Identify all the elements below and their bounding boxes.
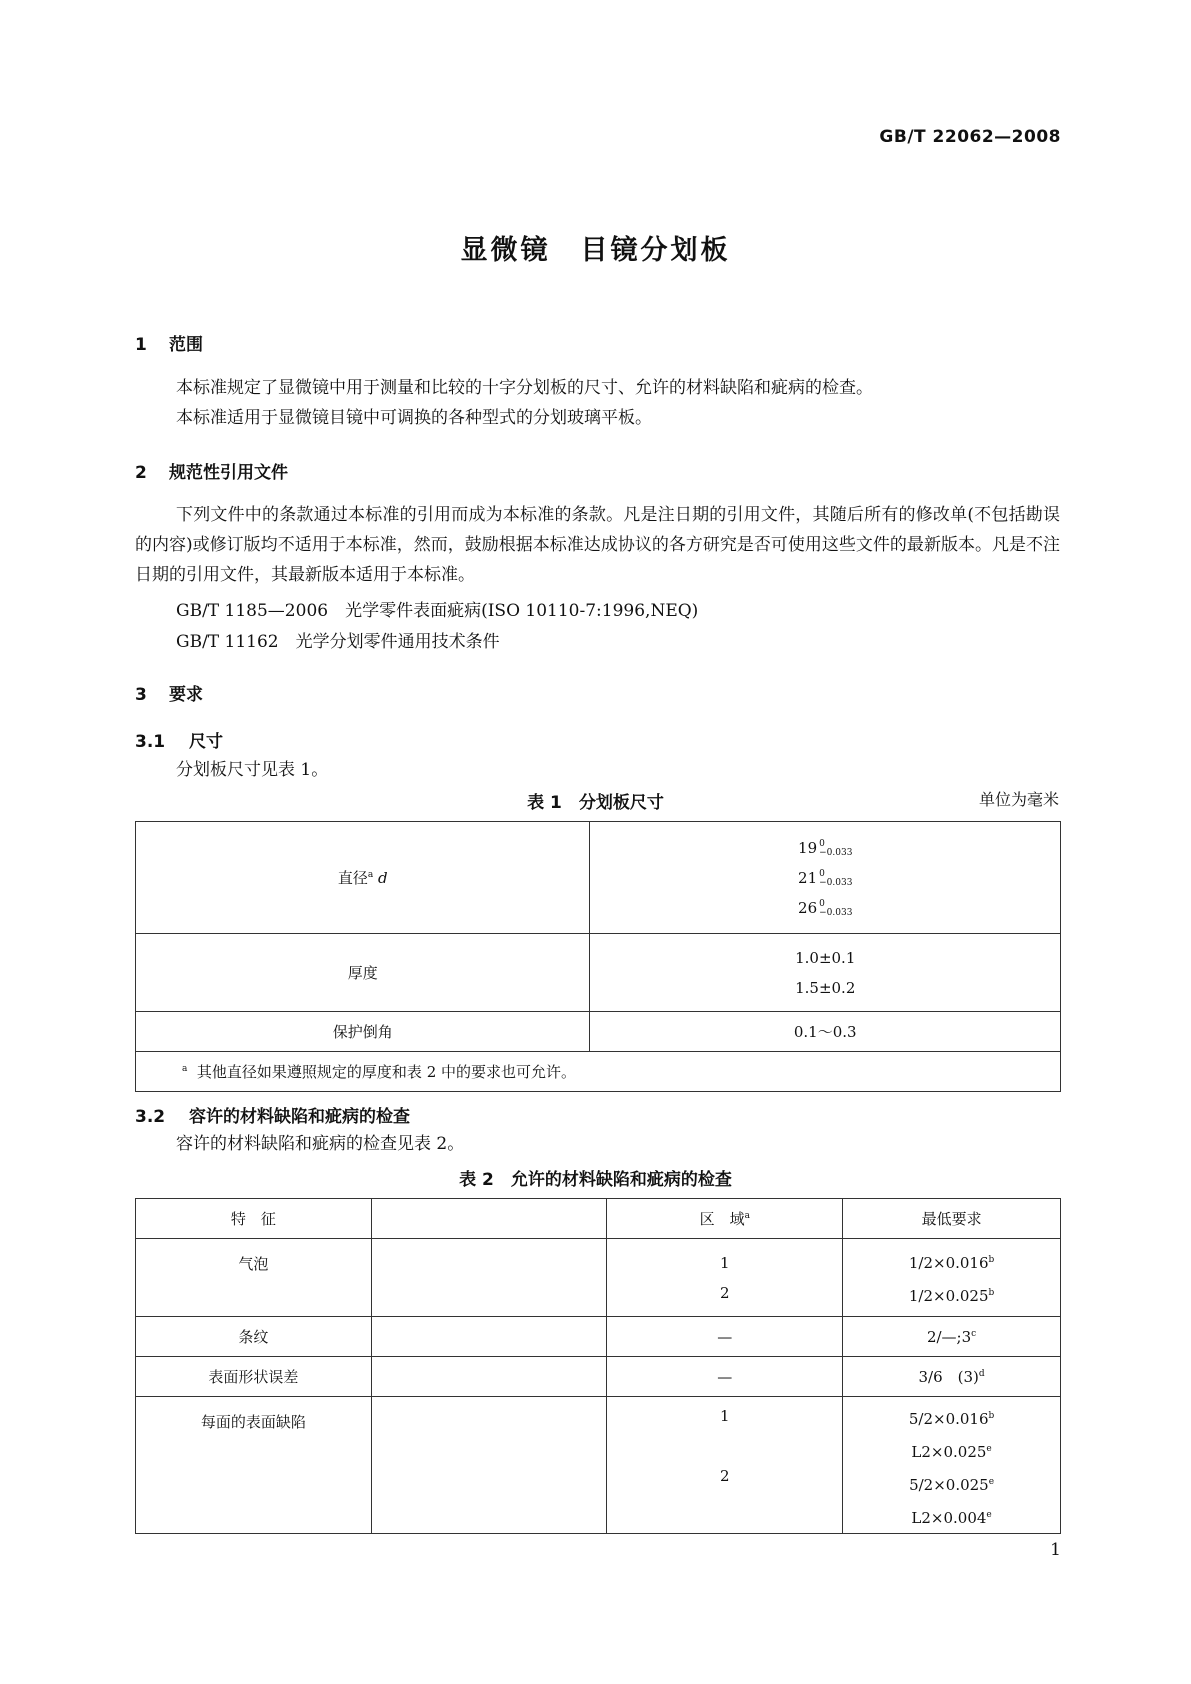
section-2-heading xyxy=(135,458,288,483)
table-row xyxy=(136,1317,1061,1357)
diameter-label: 直径 xyxy=(337,869,368,887)
table-row xyxy=(136,1397,1061,1534)
diameter-value xyxy=(590,893,1060,923)
tolerance-upper: 0 xyxy=(819,868,825,879)
header-zone-cell xyxy=(607,1199,843,1239)
tolerance-upper: 0 xyxy=(819,898,825,909)
requirement-cell xyxy=(843,1239,1061,1317)
empty-cell xyxy=(371,1357,607,1397)
table-row xyxy=(136,1239,1061,1317)
requirement-text: 5/2×0.025 xyxy=(909,1476,989,1494)
zone-cell xyxy=(607,1397,843,1534)
normative-reference-1: GB/T 1185—2006 光学零件表面疵病(ISO 10110-7:1996,NEQ) xyxy=(176,601,699,621)
standard-code: GB/T 22062—2008 xyxy=(879,127,1061,147)
footnote-mark: b xyxy=(988,1254,995,1265)
section-3-1-heading xyxy=(135,727,223,752)
feature-striae: 条纹 xyxy=(136,1317,372,1357)
thickness-value: 1.0±0.1 xyxy=(795,948,856,967)
footnote-mark: e xyxy=(988,1477,995,1487)
table-row xyxy=(136,1357,1061,1397)
zone-value: 2 xyxy=(720,1467,730,1485)
requirement-cell xyxy=(843,1397,1061,1534)
normative-reference-2: GB/T 11162 光学分划零件通用技术条件 xyxy=(176,632,500,652)
section-3-2-heading xyxy=(135,1102,410,1127)
section-1-heading xyxy=(135,330,203,355)
requirement-value xyxy=(843,1278,1060,1311)
document-title: 显微镜 目镜分划板 xyxy=(460,235,731,266)
footnote-mark: a xyxy=(744,1211,750,1221)
footnote-mark: d xyxy=(978,1369,985,1379)
requirement-text: 1/2×0.016 xyxy=(908,1253,989,1272)
footnote-mark: e xyxy=(986,1444,992,1454)
section-3-1-paragraph: 分划板尺寸见表 1。 xyxy=(176,760,329,780)
diameter-nominal: 19 xyxy=(798,838,818,857)
requirement-text: 5/2×0.016 xyxy=(908,1410,989,1428)
chamfer-value: 0.1～0.3 xyxy=(590,1012,1061,1052)
footnote-mark: c xyxy=(971,1328,977,1339)
diameter-label-cell xyxy=(136,822,590,934)
tolerance-lower: −0.033 xyxy=(819,877,853,888)
empty-cell xyxy=(371,1317,607,1357)
feature-bubbles: 气泡 xyxy=(136,1239,372,1317)
section-1-paragraph-1: 本标准规定了显微镜中用于测量和比较的十字分划板的尺寸、允许的材料缺陷和疵病的检查。 xyxy=(176,378,873,398)
section-2-paragraph: 下列文件中的条款通过本标准的引用而成为本标准的条款。凡是注日期的引用文件，其随后所有的修改单(不包括勘误的内容)或修订版均不适用于本标准，然而，鼓励根据本标准达成协议的各方研究是否可使用这些文件的最新版本。凡是不注日期的引用文件，其最新版本适用于本标准。 xyxy=(135,505,1060,585)
tolerance-lower: −0.033 xyxy=(819,907,853,918)
table-row xyxy=(136,1012,1061,1052)
requirement-text: L2×0.004 xyxy=(911,1509,987,1527)
table-1-footnote-row xyxy=(136,1052,1061,1092)
footnote-text: 其他直径如果遵照规定的厚度和表 2 中的要求也可允许。 xyxy=(196,1063,577,1081)
diameter-tolerance xyxy=(819,840,852,858)
diameter-values-cell xyxy=(590,822,1061,934)
requirement-value xyxy=(843,1245,1060,1278)
section-1-paragraph-2: 本标准适用于显微镜目镜中可调换的各种型式的分划玻璃平板。 xyxy=(176,408,652,428)
zone-spacer xyxy=(607,1431,842,1461)
table-1-footnote xyxy=(136,1052,1061,1092)
thickness-value: 1.5±0.2 xyxy=(795,978,856,997)
section-number: 3.2 xyxy=(135,1107,166,1127)
zone-value: 1 xyxy=(720,1253,730,1272)
zone-value: 2 xyxy=(720,1283,730,1302)
requirement-text: 1/2×0.025 xyxy=(908,1286,989,1305)
requirement-text: L2×0.025 xyxy=(911,1443,987,1461)
table-header-row xyxy=(136,1199,1061,1239)
table-row xyxy=(136,822,1061,934)
thickness-label: 厚度 xyxy=(136,934,590,1012)
section-title: 范围 xyxy=(169,335,203,355)
diameter-tolerance xyxy=(819,870,852,888)
table-1-unit: 单位为毫米 xyxy=(978,790,1059,809)
diameter-value xyxy=(590,863,1060,893)
section-title: 容许的材料缺陷和疵病的检查 xyxy=(189,1107,410,1127)
section-number: 3 xyxy=(135,685,147,705)
feature-form-error: 表面形状误差 xyxy=(136,1357,372,1397)
requirement-value xyxy=(843,1401,1060,1434)
requirement-text: 3/6 (3) xyxy=(918,1368,979,1386)
footnote-mark: e xyxy=(986,1510,992,1520)
empty-cell xyxy=(371,1239,607,1317)
footnote-mark: a xyxy=(182,1064,188,1074)
requirement-value xyxy=(843,1434,1060,1467)
requirement-value xyxy=(843,1357,1061,1397)
section-title: 要求 xyxy=(169,685,203,705)
section-title: 规范性引用文件 xyxy=(169,463,288,483)
diameter-tolerance xyxy=(819,900,852,918)
zone-value: — xyxy=(607,1317,843,1357)
table-1-caption: 表 1 分划板尺寸 xyxy=(527,793,664,813)
diameter-symbol: d xyxy=(378,869,388,887)
diameter-value xyxy=(590,833,1060,863)
header-zone: 区 域 xyxy=(699,1210,745,1228)
tolerance-lower: −0.033 xyxy=(819,847,853,858)
requirement-value xyxy=(843,1317,1061,1357)
diameter-nominal: 21 xyxy=(798,868,818,887)
header-requirement: 最低要求 xyxy=(843,1199,1061,1239)
table-2 xyxy=(135,1198,1061,1534)
requirement-value xyxy=(843,1467,1060,1500)
diameter-nominal: 26 xyxy=(798,898,818,917)
table-2-caption: 表 2 允许的材料缺陷和疵病的检查 xyxy=(459,1170,732,1190)
feature-surface-defects: 每面的表面缺陷 xyxy=(136,1397,372,1534)
section-number: 2 xyxy=(135,463,147,483)
tolerance-upper: 0 xyxy=(819,838,825,849)
page-number: 1 xyxy=(1050,1540,1061,1560)
requirement-text: 2/—;3 xyxy=(926,1327,972,1346)
zone-value: — xyxy=(607,1357,843,1397)
section-number: 3.1 xyxy=(135,732,166,752)
section-number: 1 xyxy=(135,335,147,355)
header-feature: 特 征 xyxy=(136,1199,372,1239)
chamfer-label: 保护倒角 xyxy=(136,1012,590,1052)
zone-cell xyxy=(607,1239,843,1317)
thickness-values-cell xyxy=(590,934,1061,1012)
empty-cell xyxy=(371,1397,607,1534)
footnote-mark: b xyxy=(988,1287,995,1298)
footnote-mark: a xyxy=(367,870,374,880)
zone-value: 1 xyxy=(720,1407,730,1425)
table-row xyxy=(136,934,1061,1012)
section-3-2-paragraph: 容许的材料缺陷和疵病的检查见表 2。 xyxy=(176,1134,465,1154)
table-1 xyxy=(135,821,1061,1092)
requirement-value xyxy=(843,1500,1060,1533)
section-title: 尺寸 xyxy=(189,732,223,752)
section-3-heading xyxy=(135,680,203,705)
footnote-mark: b xyxy=(988,1411,995,1421)
header-blank xyxy=(371,1199,607,1239)
